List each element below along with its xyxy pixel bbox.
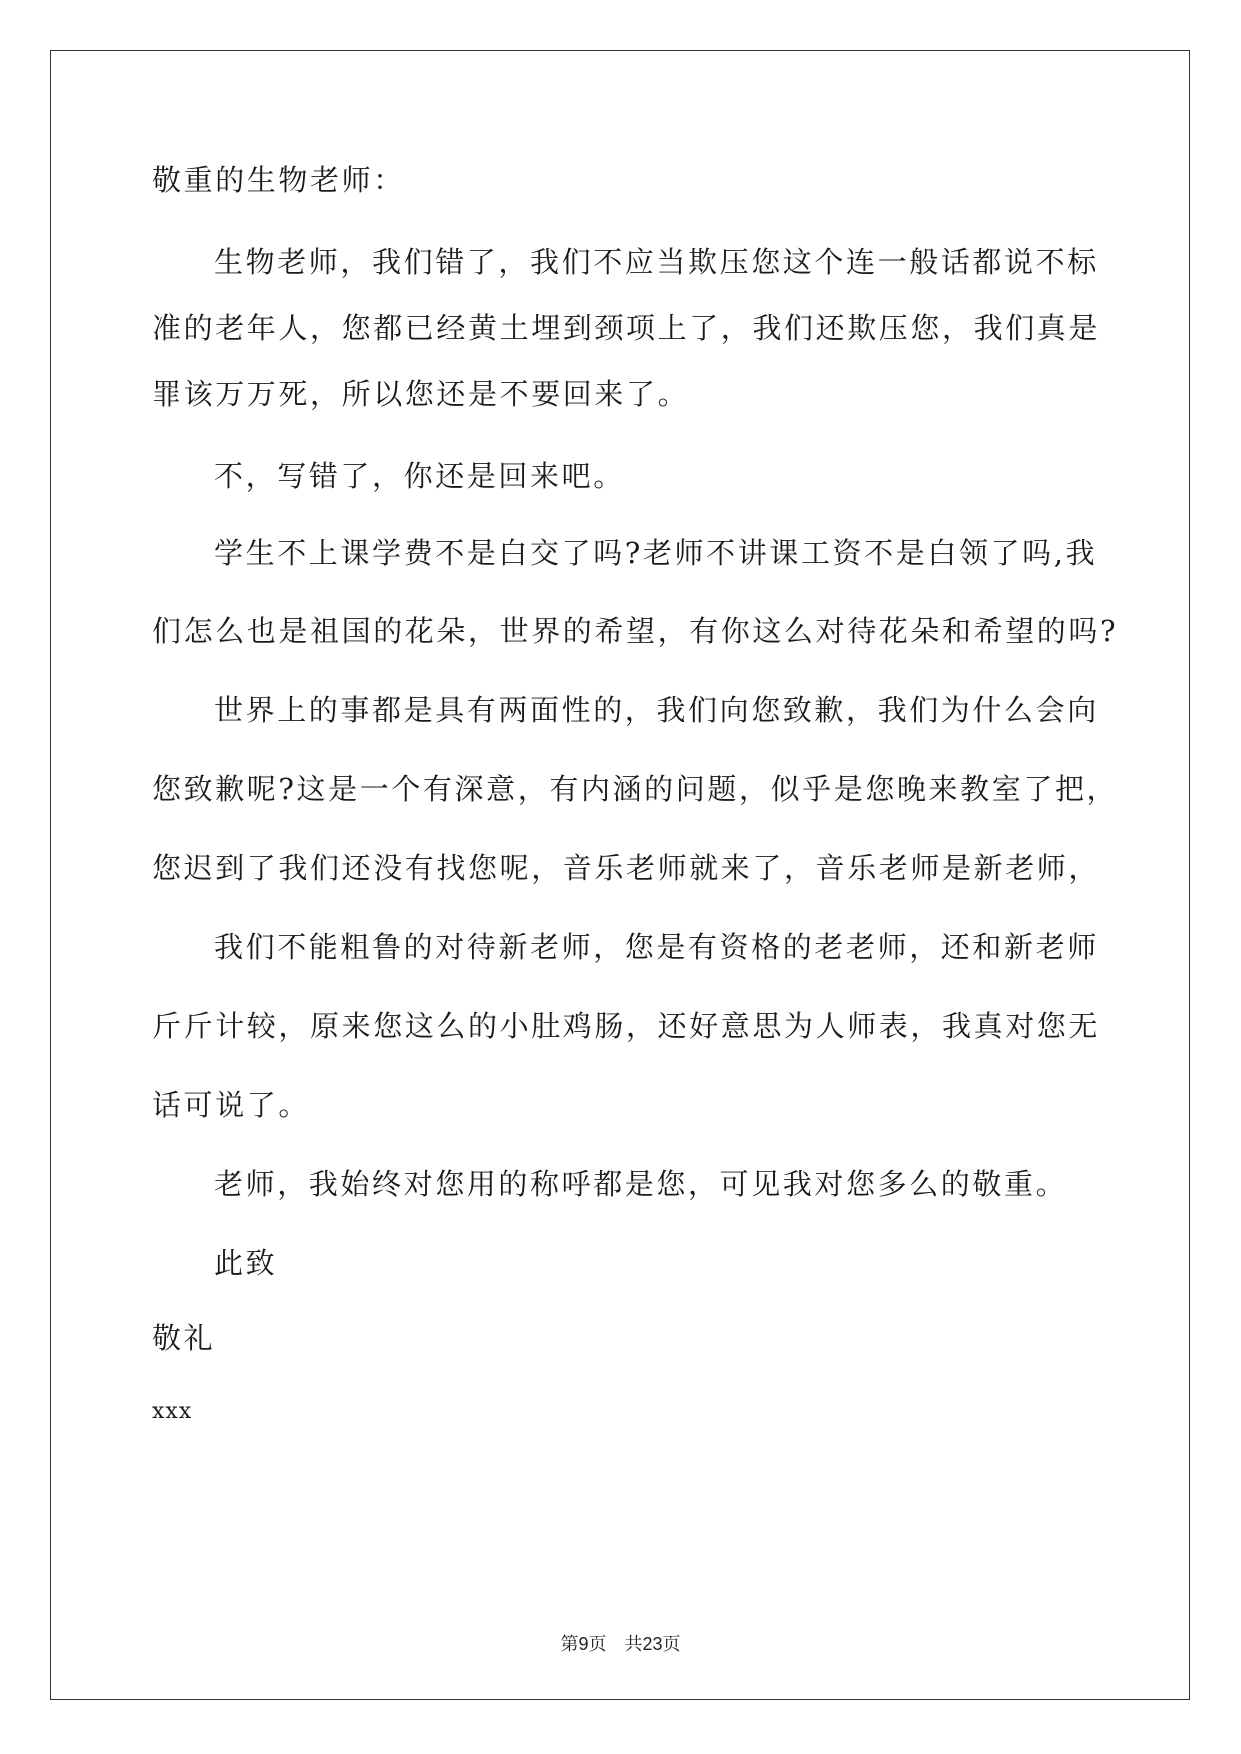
letter-line: 准的老年人，您都已经黄土埋到颈项上了，我们还欺压您，我们真是 [152,311,1101,345]
letter-line: 您迟到了我们还没有找您呢，音乐老师就来了，音乐老师是新老师， [152,851,1101,885]
letter-line: 老师，我始终对您用的称呼都是您，可见我对您多么的敬重。 [214,1167,1068,1201]
page-footer [0,1632,1241,1657]
letter-line: 世界上的事都是具有两面性的，我们向您致歉，我们为什么会向 [214,693,1099,727]
footer-total-suffix: 页 [662,1634,681,1655]
footer-total-pages: 23 [642,1634,663,1654]
letter-line: 学生不上课学费不是白交了吗?老师不讲课工资不是白领了吗,我 [214,536,1098,570]
letter-line: 不，写错了，你还是回来吧。 [214,459,625,493]
letter-regards: 敬礼 [152,1321,216,1355]
letter-line: 们怎么也是祖国的花朵，世界的希望，有你这么对待花朵和希望的吗? [152,614,1119,648]
footer-page-number: 9 [578,1634,589,1654]
letter-line: 话可说了。 [152,1088,311,1122]
letter-line: 斤斤计较，原来您这么的小肚鸡肠，还好意思为人师表，我真对您无 [152,1009,1101,1043]
footer-page-prefix: 第 [560,1634,579,1655]
footer-page-suffix: 页 [588,1634,607,1655]
letter-salutation: 敬重的生物老师： [152,163,405,197]
letter-line: 生物老师，我们错了，我们不应当欺压您这个连一般话都说不标 [214,245,1099,279]
footer-total-prefix: 共 [624,1634,643,1655]
letter-line: 您致歉呢?这是一个有深意，有内涵的问题，似乎是您晚来教室了把， [152,772,1119,806]
letter-closing: 此致 [214,1246,278,1280]
letter-signature: xxx [152,1399,193,1424]
letter-line: 罪该万万死，所以您还是不要回来了。 [152,377,690,411]
letter-line: 我们不能粗鲁的对待新老师，您是有资格的老老师，还和新老师 [214,930,1099,964]
